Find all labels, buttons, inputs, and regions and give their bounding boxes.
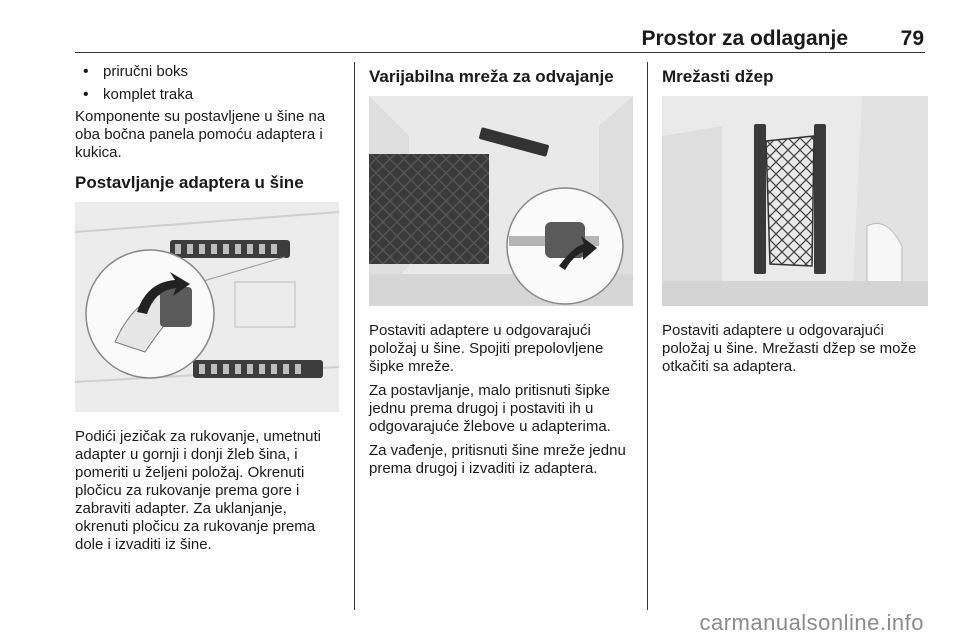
net-paragraph-2: Za postavljanje, malo pritisnuti šipke jednu prema drugoj i postaviti ih u odgovarajuće žlebove u adapterima.: [369, 382, 611, 435]
column-divider-1: [354, 62, 355, 610]
net-paragraph-1: Postaviti adaptere u odgovarajući položaj u šine. Spojiti prepolovljene šipke mreže.: [369, 322, 604, 375]
section-heading-rail-adapter: Postavljanje adaptera u šine: [75, 173, 304, 192]
net-pocket-instructions: Postaviti adaptere u odgovarajući položaj u šine. Mrežasti džep se može otkačiti sa adaptera.: [662, 322, 917, 375]
column-divider-2: [647, 62, 648, 610]
rail-adapter-instructions: Podići jezičak za rukovanje, umetnuti adapter u gornji i donji žleb šina, i pomeriti u željeni položaj. Okrenuti pločicu za rukovanje prema gore i zabraviti adapter. Za uklanjanje, okrenuti pločicu za rukovanje prema dole i izvaditi iz šine.: [75, 428, 321, 553]
rail-adapter-illustration: [75, 202, 339, 412]
intro-paragraph: Komponente su postavljene u šine na oba bočna panela pomoću adaptera i kukica.: [75, 108, 326, 161]
net-pocket-illustration: [662, 96, 928, 306]
bullet-item: • priručni boks: [75, 62, 339, 81]
separation-net-illustration: [369, 96, 633, 306]
header-divider: [75, 52, 925, 53]
column-left: [75, 62, 339, 560]
column-middle: [369, 62, 633, 484]
page-number: 79: [900, 27, 924, 50]
section-heading-separation-net: Varijabilna mreža za odvajanje: [369, 67, 614, 86]
section-heading-net-pocket: Mrežasti džep: [662, 67, 774, 86]
watermark-text: carmanualsonline.info: [699, 610, 924, 635]
page-section-title: Prostor za odlaganje: [641, 27, 848, 50]
net-paragraph-3: Za vađenje, pritisnuti šine mreže jednu prema drugoj i izvaditi iz adaptera.: [369, 442, 626, 477]
column-right: [662, 62, 928, 382]
bullet-item: • komplet traka: [75, 85, 339, 104]
